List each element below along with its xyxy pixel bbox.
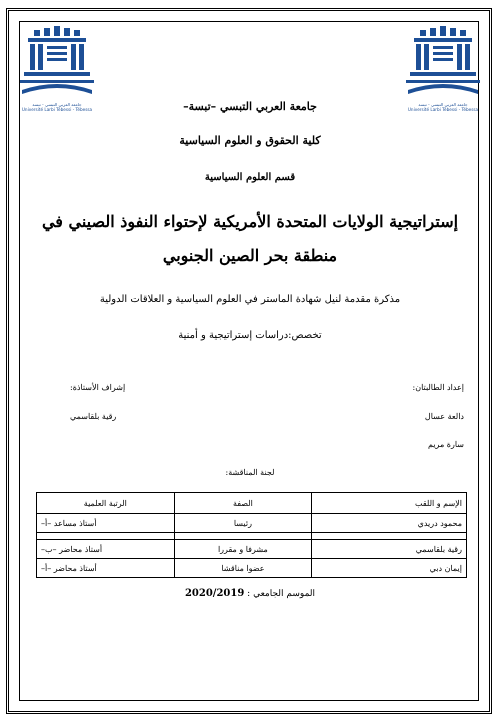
jury-rank: أستاذ محاضر –ب–	[37, 540, 175, 559]
header-name: الإسم و اللقب	[312, 493, 467, 514]
jury-role: رئيسا	[174, 514, 312, 533]
academic-year-value: 2020/2019	[184, 588, 245, 599]
jury-rank: أستاذ مساعد –أ–	[37, 514, 175, 533]
specialty: تخصص:دراسات إستراتيجية و أمنية	[178, 330, 322, 341]
thesis-memo: مذكرة مقدمة لنيل شهادة الماستر في العلوم السياسية و العلاقات الدولية	[99, 294, 401, 305]
supervisor-name: رقية بلقاسمي	[70, 412, 117, 421]
jury-name: رقية بلقاسمي	[312, 540, 467, 559]
thesis-title-line-2: منطقة بحر الصين الجنوبي	[162, 246, 338, 265]
student-name-2: سارة مريم	[428, 440, 464, 449]
academic-year-label: الموسم الجامعي :	[247, 589, 316, 599]
jury-role: عضوا مناقشا	[174, 559, 312, 578]
logo-caption: جامعة العربي التبسي - تبسة	[418, 102, 468, 107]
page-border-inner	[19, 21, 479, 701]
jury-header-row	[37, 493, 467, 514]
jury-name: محمود دريدي	[312, 514, 467, 533]
academic-year	[0, 588, 500, 599]
university-logo-icon	[14, 22, 100, 102]
jury-role: مشرفا و مقررا	[174, 540, 312, 559]
thesis-title-line-1: إستراتيجية الولايات المتحدة الأمريكية لإحتواء النفوذ الصيني في	[41, 212, 459, 231]
table-row	[37, 559, 467, 578]
table-row	[37, 540, 467, 559]
table-spacer	[37, 533, 467, 540]
department-name: قسم العلوم السياسية	[204, 172, 296, 183]
header-rank: الرتبة العلمية	[37, 493, 175, 514]
students-label: إعداد الطالبتان:	[412, 383, 464, 392]
jury-rank: أستاذ محاضر –أ–	[37, 559, 175, 578]
jury-table	[36, 492, 467, 578]
logo-caption-latin: Université Larbi Tébessi - Tébessa	[407, 107, 479, 112]
university-name: جامعة العربي التبسي –تبسة–	[183, 100, 317, 113]
logo-caption-latin: Université Larbi Tébessi - Tébessa	[21, 107, 93, 112]
student-name-1: دالعة عسال	[424, 412, 464, 421]
faculty-name: كلية الحقوق و العلوم السياسية	[179, 134, 321, 147]
university-logo-icon	[400, 22, 486, 102]
table-row	[37, 514, 467, 533]
jury-name: إيمان دبي	[312, 559, 467, 578]
logo-caption: جامعة العربي التبسي - تبسة	[32, 102, 82, 107]
supervisor-label: إشراف الأستاذة:	[70, 383, 126, 392]
thesis-title	[0, 205, 500, 273]
committee-label: لجنة المناقشة:	[225, 468, 275, 477]
header-role: الصفة	[174, 493, 312, 514]
